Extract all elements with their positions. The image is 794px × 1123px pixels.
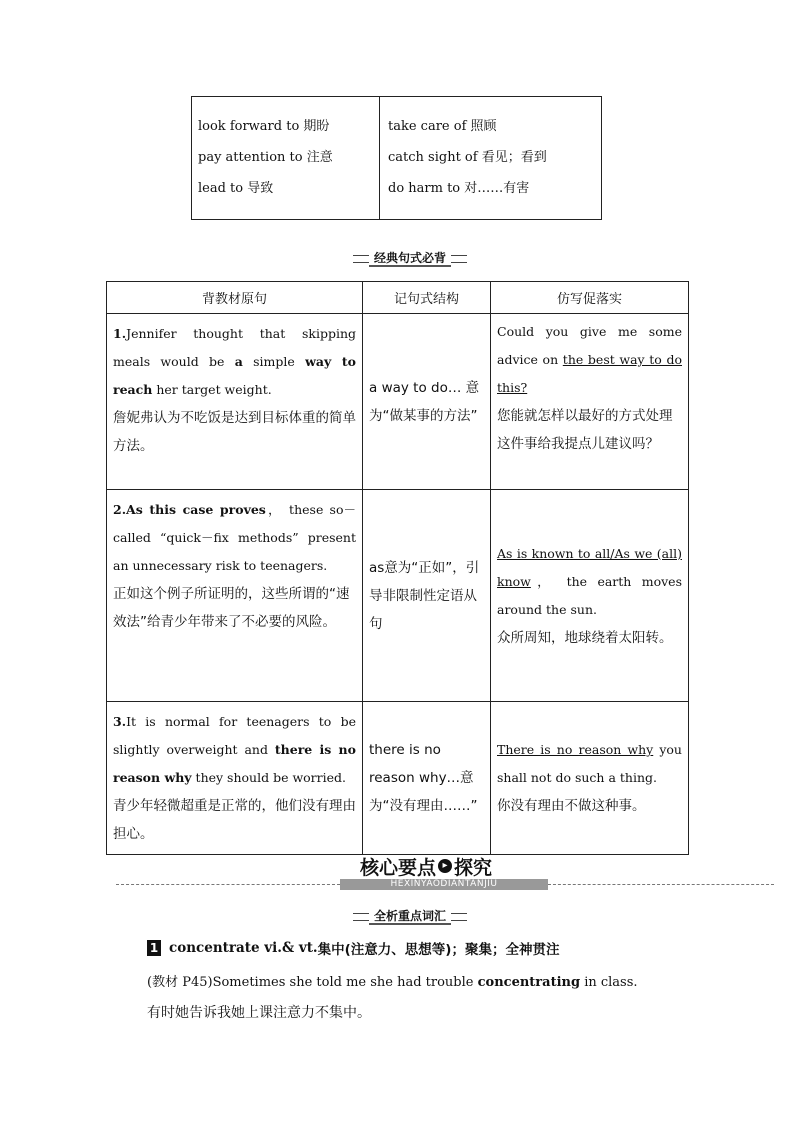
structure-cell <box>363 702 491 855</box>
structure-cell <box>363 490 491 702</box>
table-header-row <box>107 282 689 314</box>
column-header: 背教材原句 <box>107 282 363 314</box>
core-heading-part2: 探究 <box>454 856 493 879</box>
original-translation: 青少年轻微超重是正常的，他们没有理由担心。 <box>113 798 356 842</box>
banner-rule <box>451 255 467 263</box>
imitation-cell <box>491 702 689 855</box>
vocab-definition: 集中(注意力、思想等)；聚集；全神贯注 <box>317 942 560 958</box>
phrase-box <box>191 96 602 220</box>
core-heading <box>360 853 520 879</box>
original-sentence-cell <box>107 314 363 490</box>
banner-rule <box>353 255 369 263</box>
phrase-item: take care of 照顾 <box>388 119 497 134</box>
table-row <box>107 314 689 490</box>
original-sentence: 2.As this case proves， these so－called “quick－fix methods” present an unnecessary risk to teenagers. <box>113 502 356 573</box>
phrase-item: catch sight of 看见；看到 <box>388 150 547 165</box>
banner-rule <box>451 913 467 921</box>
phrase-item: lead to 导致 <box>198 181 274 196</box>
dashed-divider-right <box>548 884 774 885</box>
sentence-table <box>106 281 689 855</box>
section-banner-vocab <box>330 910 490 924</box>
table-row <box>107 702 689 855</box>
phrase-item: pay attention to 注意 <box>198 150 333 165</box>
phrase-column-right <box>380 97 601 219</box>
section-banner-sentences <box>330 252 490 266</box>
table-row <box>107 490 689 702</box>
core-pinyin: HEXINYAODIANTANJIU <box>340 879 548 890</box>
imitation-translation: 你没有理由不做这种事。 <box>497 798 646 814</box>
original-sentence: 1.Jennifer thought that skipping meals would be a simple way to reach her target weight. <box>113 326 356 397</box>
imitation-cell <box>491 490 689 702</box>
phrase-item: do harm to 对……有害 <box>388 181 530 196</box>
structure-cell <box>363 314 491 490</box>
phrase-item: look forward to 期盼 <box>198 119 330 134</box>
example-sentence: (教材 P45)Sometimes she told me she had trouble concentrating in class. <box>147 975 638 990</box>
vocab-entry <box>147 938 559 958</box>
imitation-sentence: As is known to all/As we (all) know， the earth moves around the sun. <box>497 545 682 617</box>
number-badge: 1 <box>147 940 161 956</box>
imitation-cell <box>491 314 689 490</box>
vocab-word: concentrate vi.& vt. <box>169 940 318 956</box>
section-title: 全析重点词汇 <box>369 910 451 925</box>
column-header: 仿写促落实 <box>491 282 689 314</box>
column-header: 记句式结构 <box>363 282 491 314</box>
structure-note: a way to do… 意为“做某事的方法” <box>369 379 480 424</box>
structure-note: there is no reason why…意为“没有理由……” <box>369 742 478 814</box>
example-translation: 有时她告诉我她上课注意力不集中。 <box>147 1005 371 1021</box>
imitation-sentence: There is no reason why you shall not do such a thing. <box>497 742 682 785</box>
imitation-translation: 众所周知，地球绕着太阳转。 <box>497 629 673 646</box>
phrase-column-left <box>192 97 380 219</box>
banner-rule <box>353 913 369 921</box>
original-sentence-cell <box>107 490 363 702</box>
arrow-icon: ▸ <box>438 859 452 873</box>
original-sentence-cell <box>107 702 363 855</box>
section-title: 经典句式必背 <box>369 252 451 267</box>
original-sentence: 3.It is normal for teenagers to be slightly overweight and there is no reason why they should be worried. <box>113 714 356 785</box>
imitation-sentence: Could you give me some advice on the best way to do this? <box>497 324 682 395</box>
structure-note: as意为“正如”，引导非限制性定语从句 <box>369 559 480 632</box>
original-translation: 正如这个例子所证明的，这些所谓的“速效法”给青少年带来了不必要的风险。 <box>113 586 350 630</box>
imitation-translation: 您能就怎样以最好的方式处理这件事给我提点儿建议吗？ <box>497 408 673 452</box>
core-heading-part1: 核心要点 <box>360 856 437 879</box>
original-translation: 詹妮弗认为不吃饭是达到目标体重的简单方法。 <box>113 410 356 454</box>
dashed-divider-left <box>116 884 340 885</box>
